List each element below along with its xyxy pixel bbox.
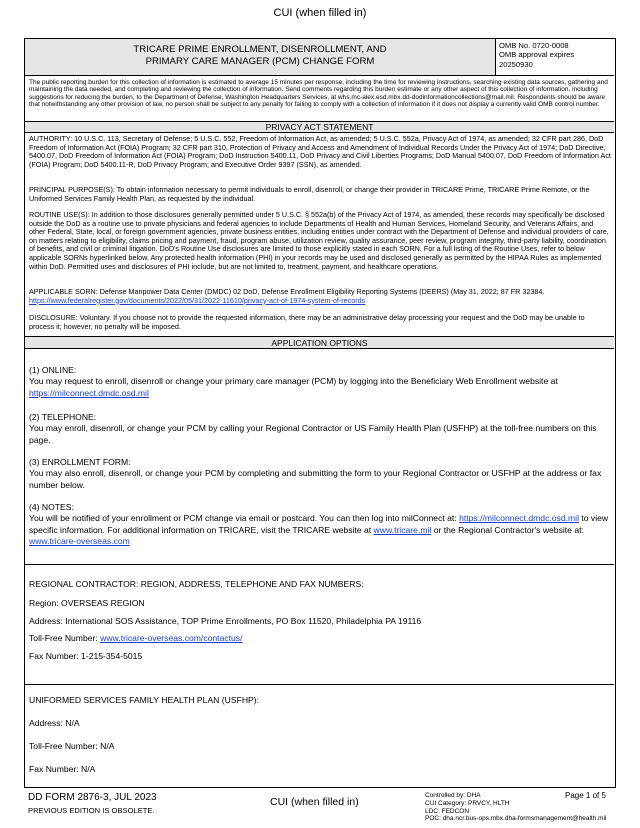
tricare-overseas-contact-link[interactable]: www.tricare-overseas.com/contactus/ [100, 633, 243, 643]
usfhp-address: Address: N/A [29, 718, 80, 728]
form-identifier-block [28, 791, 157, 817]
privacy-applicable-sorn [29, 288, 611, 305]
tricare-link[interactable]: www.tricare.mil [373, 524, 432, 535]
privacy-routine-uses: ROUTINE USE(S): In addition to those disclosures generally permitted under 5 U.S.C. § 552a(b) of the Privacy Act of 1974, as amended, these records may specifically be disclosed outside the DoD as a routine use to private physicians and federal agencies to include Departments of Health and Human Services, Homeland Security, and Veterans Affairs, and other Federal, State, local, or foreign government agencies, private business entities, including entities under contract with the Department of Defense and individual providers of care, on matters relating to eligibility, claims pricing and payment, fraud, program abuse, utilization review, quality assurance, peer review, program integrity, third-party liability, coordination of benefits, and civil or criminal litigation. DoD's Routine Use disclosures are limited to those explicitly stated in each SORN. For a full listing of the Routine Uses, refer to below applicable SORNs hyperlinked below. Any protected health information (PHI) in your records may be used and disclosed generally as permitted by the HIPAA Rules as implemented within DoD. Permitted uses and disclosures of PHI include, but are not limited to, treatment, payment, and healthcare operations. [29, 210, 609, 271]
online-option [29, 365, 609, 399]
poc: POC: dha.ncr.bus-ops.mbx.dha-formsmanagement@health.mil [425, 815, 607, 823]
regional-section-divider [25, 564, 614, 565]
regional-tollfree-label: Toll-Free Number: [29, 633, 98, 643]
privacy-act-heading: PRIVACY ACT STATEMENT [25, 121, 614, 133]
regional-tollfree [29, 633, 609, 644]
sorn-text: APPLICABLE SORN: Defense Manpower Data Center (DMDC) 02 DoD, Defense Enrollment Eligibility Reporting Systems (DEERS) (May 31, 2022; 87 FR 32384. [29, 287, 545, 296]
cui-category: CUI Category: PRVCY, HLTH [425, 799, 510, 807]
omb-expiration-date: 20250930 [499, 59, 533, 69]
form-number: DD FORM 2876-3, JUL 2023 [28, 792, 157, 803]
form-frame [24, 38, 616, 788]
privacy-disclosure: DISCLOSURE: Voluntary. If you choose not to provide the requested information, there may be an administrative delay processing your request and the DoD may be unable to process it; however, no penalty will be imposed. [29, 313, 585, 331]
notes-text-part-2: to view specific information. For additional information on TRICARE, visit the TRICARE website at [29, 513, 609, 535]
form-title-line-2: PRIMARY CARE MANAGER (PCM) CHANGE FORM [145, 56, 375, 67]
notes-option [29, 502, 609, 547]
usfhp-section-divider [25, 684, 614, 685]
omb-number: OMB No. 0720-0008 [499, 41, 569, 50]
burden-statement: The public reporting burden for this collection of information is estimated to average 15 minutes per response, including the time for reviewing instructions, searching existing data sources, gathering and maintaining the data needed, and completing and reviewing the collection of information. Send comments regarding this burden estimate or any other aspect of this collection of information, including suggestions for reducing the burden, to the Department of Defense, Washington Headquarters Services, at whs.mc-alex.esd.mbx.dd-dodinformationcollections@mail.mil. Respondents should be aware that notwithstanding any other provision of law, no person shall be subject to any penalty for failing to comply with a collection of information if it does not display a currently valid OMB control number. [29, 79, 608, 109]
regional-region: Region: OVERSEAS REGION [29, 598, 145, 608]
notes-milconnect-link[interactable]: https://milconnect.dmdc.osd.mil [459, 513, 579, 524]
form-title [25, 44, 495, 68]
application-options-heading: APPLICATION OPTIONS [25, 336, 614, 349]
online-description: You may request to enroll, disenroll or change your primary care manager (PCM) by logging into the Beneficiary Web Enrollment website at [29, 376, 558, 387]
ldc: LDC: FEDCON [425, 807, 470, 815]
enrollment-form-option [29, 457, 609, 491]
privacy-authority: AUTHORITY: 10 U.S.C. 113, Secretary of Defense; 5 U.S.C. 552, Freedom of Information Act, as amended; 5 U.S.C. 552a, Privacy Act of 1974, as amended; 32 CFR part 286, DoD Freedom of Information Act (FOIA) Program; 32 CFR part 310, Protection of Privacy and Access and Amendment of Individual Records Under the Privacy Act of 1974; DoD Directive, 5400.07, DoD Freedom of Information Act (FOIA) Program; DoD Instruction 5400.11, DoD Privacy and Civil Liberties Programs; DoD Manual 5400.07, DoD Freedom of Information Act (FOIA) Program; DoD 5400.11-R, DoD Privacy Program; and Executive Order 9397 (SSN), as amended. [29, 134, 611, 169]
telephone-option [29, 412, 609, 446]
online-title: (1) ONLINE: [29, 365, 77, 375]
usfhp-heading: UNIFORMED SERVICES FAMILY HEALTH PLAN (USFHP): [29, 695, 260, 705]
milconnect-link[interactable]: https://milconnect.dmdc.osd.mil [29, 387, 149, 398]
sorn-link[interactable]: https://www.federalregister.gov/documents/2022/05/31/2022-11610/privacy-act-of-1974-system-of-records [29, 295, 366, 305]
notes-text-part-1: You will be notified of your enrollment or PCM change via email or postcard. You can then log into milConnect at: [29, 513, 457, 524]
online-text [29, 376, 609, 399]
controlled-by: Controlled by: DHA [425, 792, 481, 799]
cui-header-marking: CUI (when filled in) [273, 7, 367, 19]
omb-box [495, 39, 614, 75]
regional-address: Address: International SOS Assistance, TOP Prime Enrollments, PO Box 11520, Philadelphia PA 19116 [29, 616, 422, 626]
notes-text-part-3: or the Regional Contractor's website at: [433, 524, 584, 535]
privacy-purpose: PRINCIPAL PURPOSE(S): To obtain information necessary to permit individuals to enroll, disenroll, or change their provider in TRICARE Prime, TRICARE Prime Remote, or the Uniformed Services Family Health Plan, as requested by the individual. [29, 185, 590, 203]
title-row [25, 39, 614, 76]
regional-contractor-heading: REGIONAL CONTRACTOR: REGION, ADDRESS, TELEPHONE AND FAX NUMBERS: [29, 579, 364, 589]
tricare-overseas-link[interactable]: www.tricare-overseas.com [29, 535, 130, 546]
notes-text [29, 513, 609, 547]
enrollment-form-text: You may also enroll, disenroll, or change your PCM by completing and submitting the form to your Regional Contractor or USFHP at the address or fax number below. [29, 468, 602, 490]
omb-approval-label: OMB approval expires [499, 50, 575, 60]
telephone-title: (2) TELEPHONE: [29, 412, 97, 422]
cui-footer-marking: CUI (when filled in) [270, 796, 359, 808]
usfhp-tollfree: Toll-Free Number: N/A [29, 741, 115, 751]
telephone-text: You may enroll, disenroll, or change your PCM by calling your Regional Contractor or US Family Health Plan (USFHP) at the toll-free numbers on this page. [29, 423, 597, 445]
notes-title: (4) NOTES: [29, 502, 74, 512]
usfhp-fax: Fax Number: N/A [29, 764, 96, 774]
form-title-line-1: TRICARE PRIME ENROLLMENT, DISENROLLMENT, AND [133, 44, 387, 55]
enrollment-form-title: (3) ENROLLMENT FORM: [29, 457, 131, 467]
regional-fax: Fax Number: 1-215-354-5015 [29, 651, 143, 661]
previous-edition-note: PREVIOUS EDITION IS OBSOLETE. [28, 806, 155, 815]
page-number: Page 1 of 5 [565, 791, 606, 800]
